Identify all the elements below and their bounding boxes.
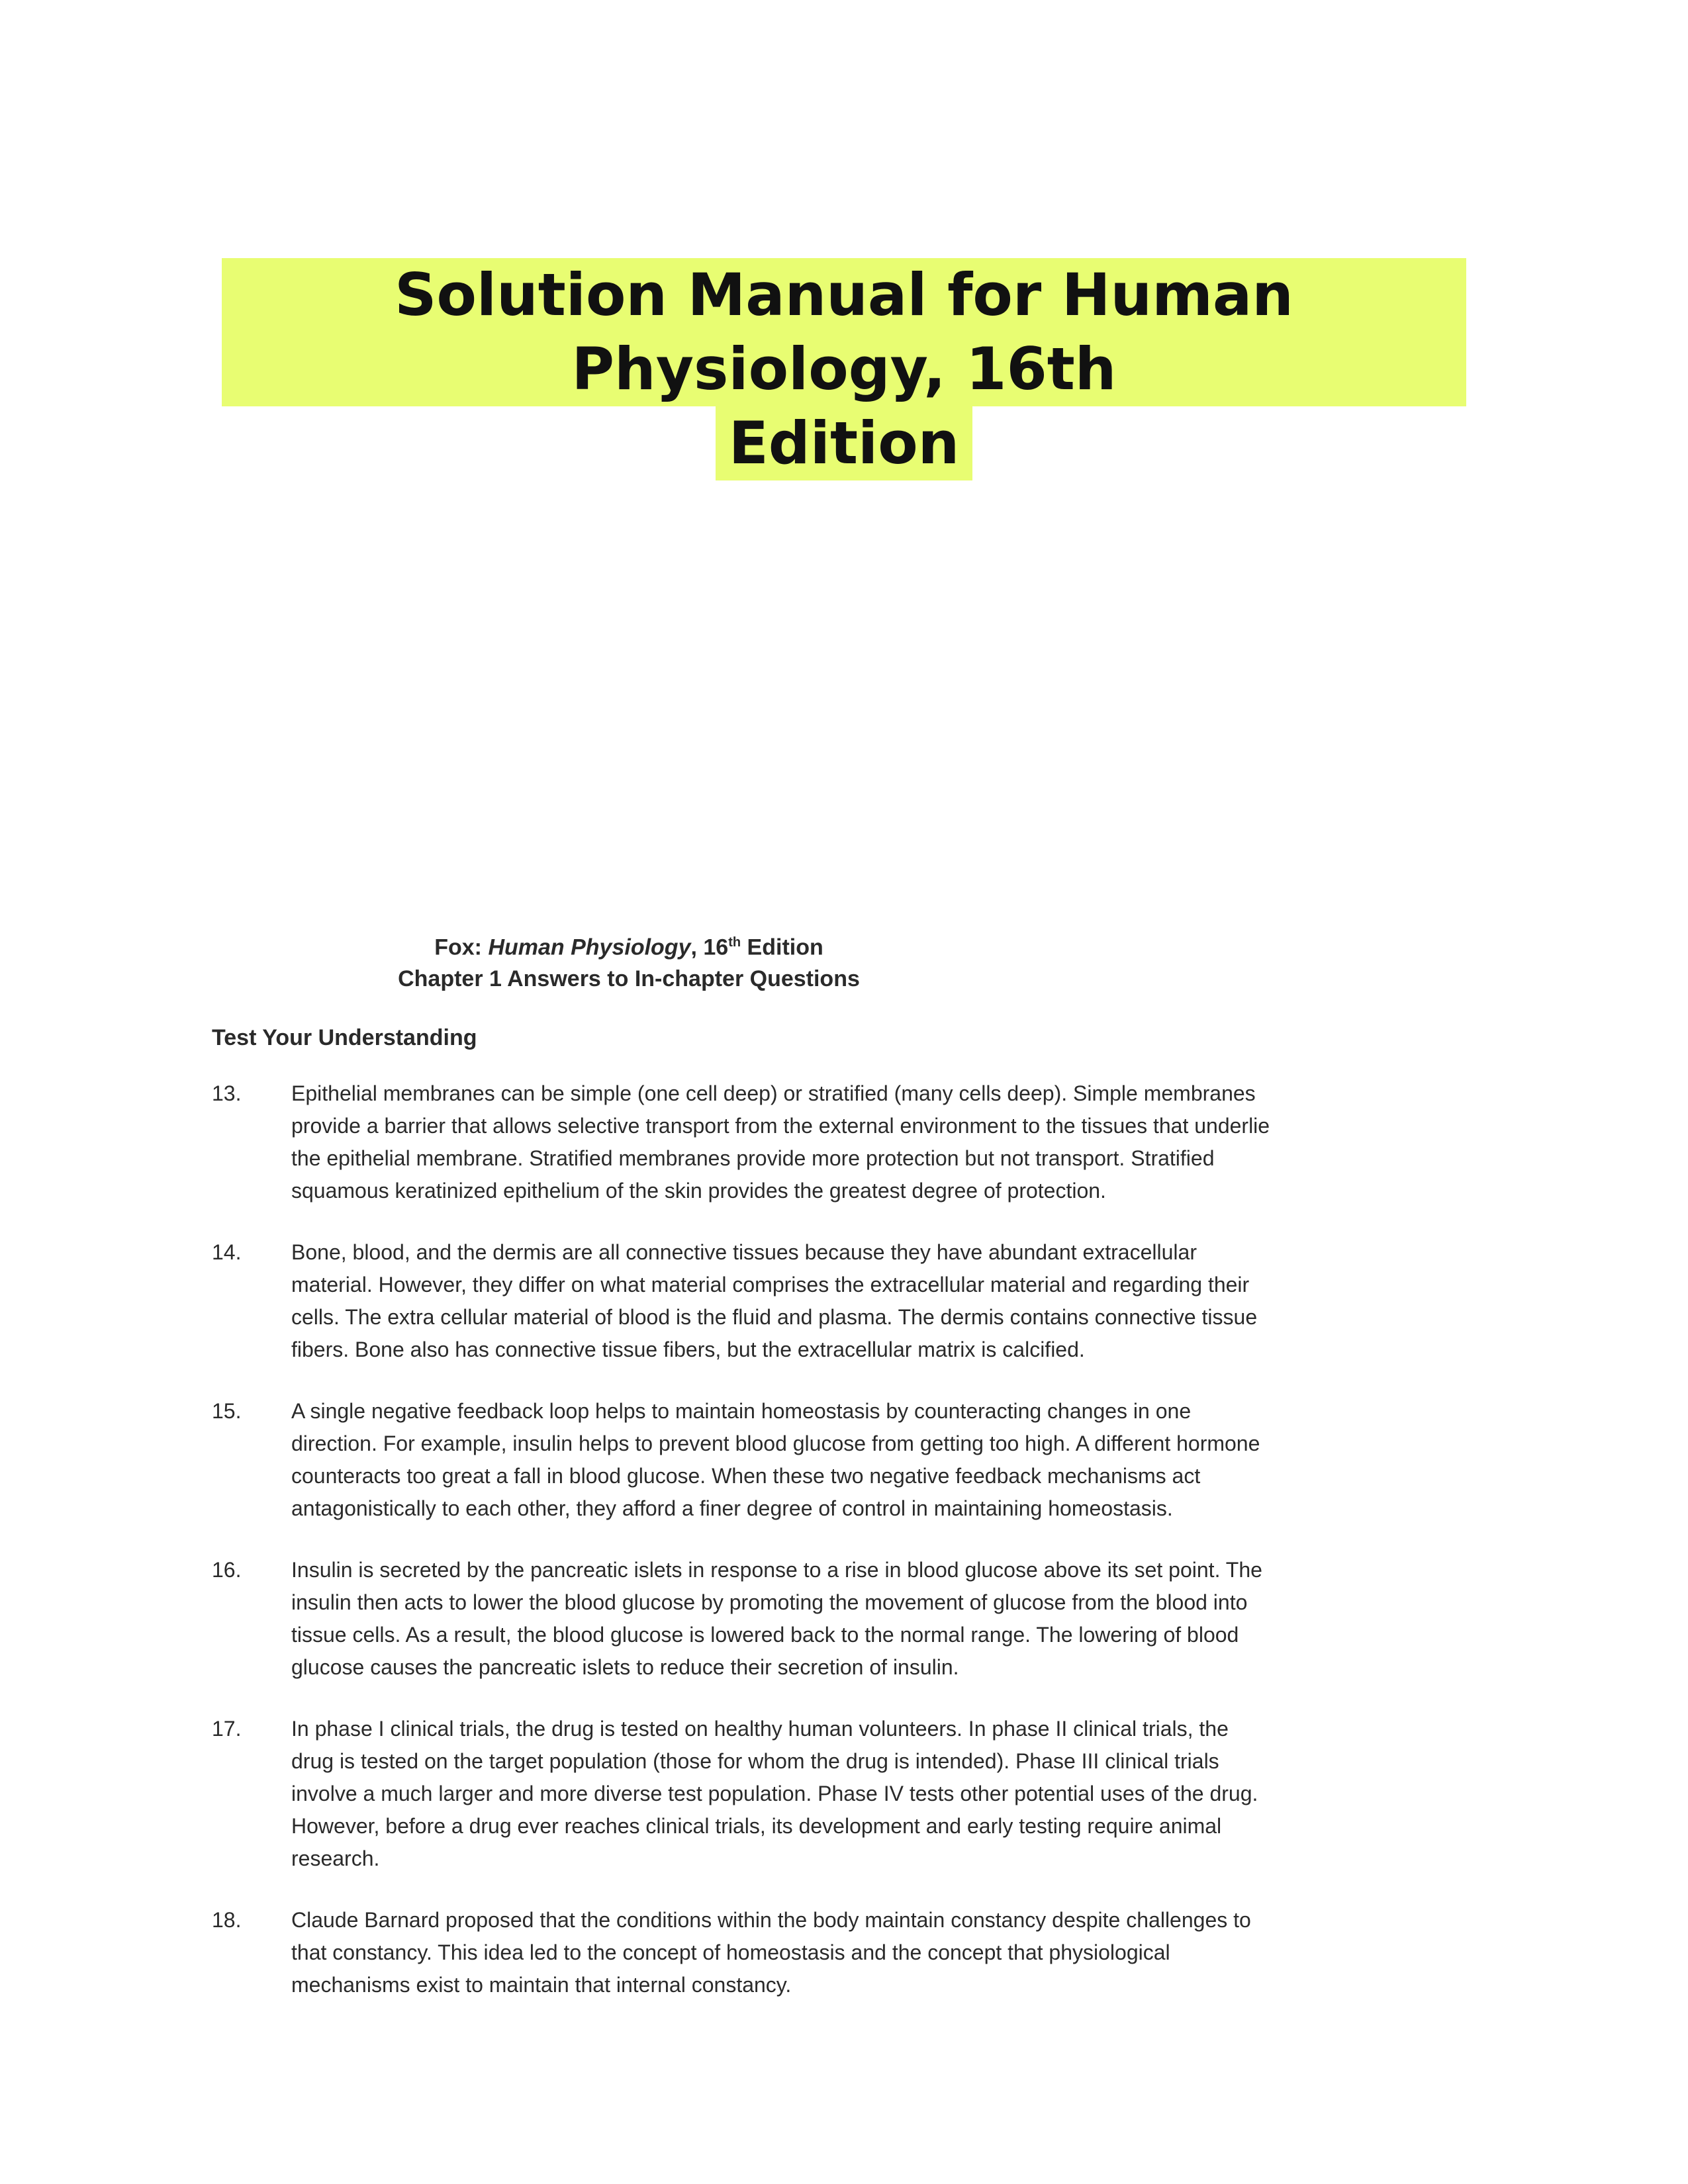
header-edition-sup: th: [728, 935, 741, 950]
header-edition-word: Edition: [741, 934, 823, 960]
page-title: [0, 258, 1688, 480]
section-title: Test Your Understanding: [212, 1025, 477, 1051]
question-number: 15.: [212, 1399, 242, 1424]
document-header: [199, 927, 1059, 995]
document-header-line-2: Chapter 1 Answers to In-chapter Questions: [398, 966, 860, 992]
title-line-1: Solution Manual for Human Physiology, 16th: [222, 258, 1466, 406]
question-item: [199, 1395, 1271, 1525]
document-header-line-1: [199, 927, 1059, 963]
question-number: 13.: [212, 1081, 242, 1106]
question-item: [199, 1236, 1271, 1366]
question-answer: In phase I clinical trials, the drug is tested on healthy human volunteers. In phase II clinical trials, the drug is tested on the target population (those for whom the drug is intended). Phase III clinical trials involve a much larger and more diverse test population. Phase IV tests other potential uses of the drug. However, before a drug ever reaches clinical trials, its development and early testing require animal research.: [291, 1717, 1258, 1871]
question-item: [199, 1904, 1271, 2001]
question-answer: Claude Barnard proposed that the conditions within the body maintain constancy despite challenges to that constancy. This idea led to the concept of homeostasis and the concept that physiological mechanisms exist to maintain that internal constancy.: [291, 1908, 1251, 1997]
header-prefix: Fox:: [434, 934, 489, 960]
header-book: Human Physiology: [488, 934, 691, 960]
question-answer: A single negative feedback loop helps to maintain homeostasis by counteracting changes in one direction. For example, insulin helps to prevent blood glucose from getting too high. A different hormone counteracts too great a fall in blood glucose. When these two negative feedback mechanisms act antagonistically to each other, they afford a finer degree of control in maintaining homeostasis.: [291, 1399, 1260, 1521]
question-number: 18.: [212, 1908, 242, 1933]
title-line-2: Edition: [716, 406, 973, 480]
header-edition-num: , 16: [690, 934, 729, 960]
question-item: [199, 1713, 1271, 1875]
scanned-document: [199, 927, 1271, 2184]
question-item: [199, 1554, 1271, 1684]
question-number: 17.: [212, 1717, 242, 1741]
question-number: 14.: [212, 1240, 242, 1265]
question-number: 16.: [212, 1558, 242, 1582]
question-answer: Insulin is secreted by the pancreatic islets in response to a rise in blood glucose above its set point. The insulin then acts to lower the blood glucose by promoting the movement of glucose from the blood into tissue cells. As a result, the blood glucose is lowered back to the normal range. The lowering of blood glucose causes the pancreatic islets to reduce their secretion of insulin.: [291, 1558, 1262, 1680]
question-answer: Epithelial membranes can be simple (one cell deep) or stratified (many cells deep). Simple membranes provide a barrier that allows selective transport from the external environment to the tissues that underlie the epithelial membrane. Stratified membranes provide more protection but not transport. Stratified squamous keratinized epithelium of the skin provides the greatest degree of protection.: [291, 1081, 1270, 1203]
question-answer: Bone, blood, and the dermis are all connective tissues because they have abundant extracellular material. However, they differ on what material comprises the extracellular material and regarding their cells. The extra cellular material of blood is the fluid and plasma. The dermis contains connective tissue fibers. Bone also has connective tissue fibers, but the extracellular matrix is calcified.: [291, 1240, 1258, 1362]
question-item: [199, 1077, 1271, 1207]
